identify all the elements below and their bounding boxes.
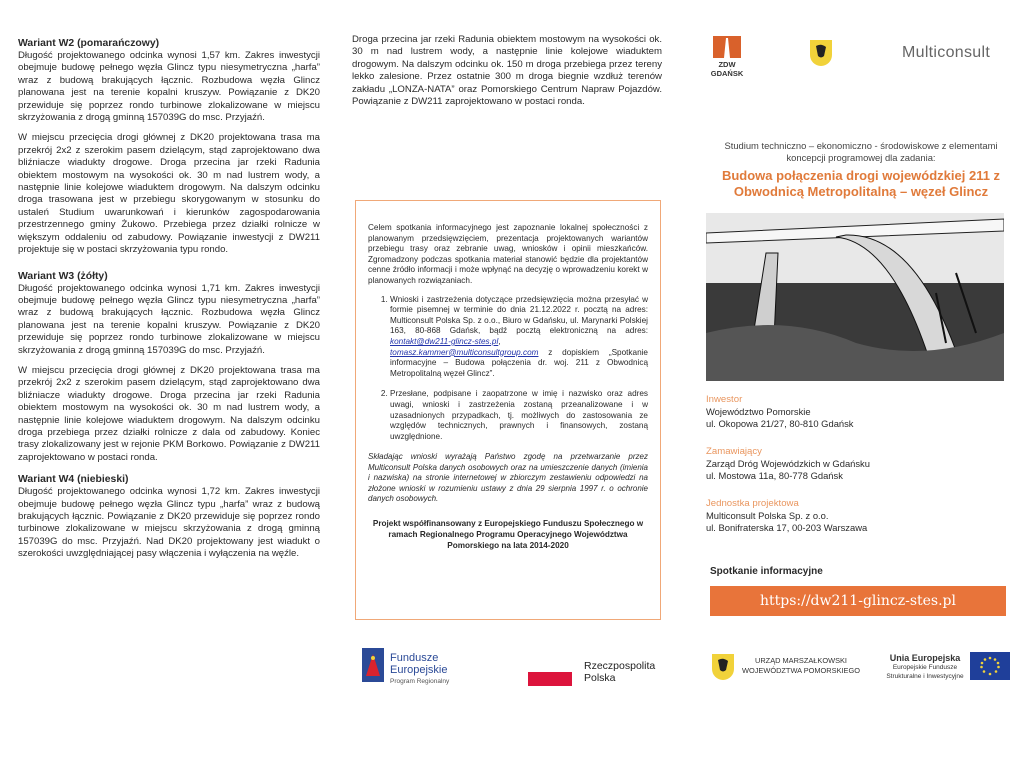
- marshal-office-line-2: WOJEWÓDZTWA POMORSKIEGO: [742, 666, 860, 675]
- investor-block: [706, 394, 854, 430]
- bridge-photo: [706, 213, 1004, 381]
- submission-rules: [368, 295, 648, 443]
- header-logos: [706, 36, 1016, 82]
- eu-logo-text: [880, 654, 970, 681]
- w2-heading: Wariant W2 (pomarańczowy): [18, 38, 160, 49]
- eu-line-1: Unia Europejska: [889, 653, 961, 663]
- rule-1: 1. Wnioski i zastrzeżenia dotyczące przedsięwzięcia można przesyłać w formie pisemnej w terminie do dnia 21.12.2022 r. pocztą na adres: Multiconsult Polska Sp. z o.o., Biuro w Gdańsku, ul. Marynarki Polskiej 163, 80-868 Gdańsk, bądź pocztą elektroniczną na adres: kontakt@dw211-glincz-stes.pl, tomasz.kammer@multiconsultgroup.com z dopiskiem „Spotkanie informacyjne – Budowa połączenia dr. woj. 211 z Obwodnicą Metropolitalną węzeł Glincz”.: [390, 295, 648, 380]
- w2-paragraph-1: Długość projektowanego odcinka wynosi 1,57 km. Zakres inwestycji obejmuje budowę pełnego węzła Glincz typu niesymetryczna „harfa” wraz z budową brakujących łącznic. Rozbudowa węzła Glincz planowana jest na terenie kopalni kruszyw. Powiązanie z DK20 przewiduje się poprzez rondo turbinowe zlokalizowane w miejscu skrzyżowania z drogą gminną 157039G do msc. Przyjaźń.: [18, 50, 320, 124]
- project-title: Budowa połączenia drogi wojewódzkiej 211 z Obwodnicą Metropolitalną – węzeł Glincz: [721, 168, 1001, 199]
- contact-email-link-2[interactable]: tomasz.kammer@multiconsultgroup.com: [390, 347, 539, 357]
- zdw-city: GDAŃSK: [710, 69, 744, 78]
- w3-heading: Wariant W3 (żółty): [18, 270, 108, 282]
- designer-label: Jednostka projektowa: [706, 498, 799, 509]
- eu-funds-line-3: Program Regionalny: [390, 678, 450, 685]
- cofunding-note: Projekt współfinansowany z Europejskiego Funduszu Społecznego w ramach Regionalnego Programu Operacyjnego Województwa Pomorskiego na lata 2014-2020: [372, 519, 644, 551]
- orderer-label: Zamawiający: [706, 446, 762, 457]
- marshal-office-line-1: URZĄD MARSZAŁKOWSKI: [755, 656, 847, 665]
- eu-flag-icon: [970, 652, 1010, 680]
- poland-line-1: Rzeczpospolita: [584, 660, 656, 672]
- study-description: Studium techniczno – ekonomiczno - środowiskowe z elementami koncepcji programowej dla zadania:: [724, 140, 998, 163]
- poland-line-2: Polska: [584, 672, 616, 684]
- investor-name: Województwo Pomorskie: [706, 406, 811, 417]
- rule-1-text-b: z dopiskiem „Spotkanie informacyjne – Budowa połączenia dr. woj. 211 z Obwodnicą Metropolitalną węzeł Glincz”.: [390, 347, 648, 378]
- w2-paragraph-2: W miejscu przecięcia drogi głównej z DK20 projektowana trasa ma przekrój 2x2 z szerokim pasem dzielącym, stąd zaprojektowano dwa bliźniacze wiadukty drogowe. Droga przecina jar rzeki Radunia obiektem mostowym na wysokości ok. 30 m nad lustrem wody, a następnie linie kolejowe wiaduktem drogowym. Na dalszym odcinku droga trasowana jest w przebiegu skorygowanym w stosunku do ustaleń Studium uwarunkowań i kierunków zagospodarowania przestrzennego gminy Żukowo. Przebiega przez działki rolnicze w większym oddaleniu od zabudowy. Powiązanie inwestycji z DW211 projektuje się w postaci skrzyżowania typu rondo.: [18, 132, 320, 256]
- route-continuation: Droga przecina jar rzeki Radunia obiektem mostowym na wysokości ok. 30 m nad lustrem wody, a następnie linie kolejowe wiaduktem drogowym. Na dalszym odcinku ok. 150 m droga przebiega przez tereny lekko zalesione. Przez ostatnie 300 m droga biegnie wzdłuż terenów zakładu „LONZA-NATA” oraz Pomorskiego Centrum Napraw Pojazdów. Powiązanie z DW211 zaprojektowano w postaci ronda.: [352, 34, 662, 108]
- meeting-info-box: [355, 200, 661, 620]
- gdpr-note: Składając wnioski wyrażają Państwo zgodę na przetwarzanie przez Multiconsult Polska danych osobowych oraz na umieszczenie danych (imienia i nazwiska) na stronie internetowej w zbiorczym zestawieniu odpowiedzi na złożone wnioski w rozumieniu ustawy z dnia 29 sierpnia 1997 r. o ochronie danych osobowych.: [368, 452, 648, 503]
- marshal-office-crest-icon: [712, 654, 734, 680]
- contact-email-link[interactable]: kontakt@dw211-glincz-stes.pl: [390, 336, 499, 346]
- designer-name: Multiconsult Polska Sp. z o.o.: [706, 510, 829, 521]
- w4-heading: Wariant W4 (niebieski): [18, 474, 129, 486]
- rule-2: 2. Przesłane, podpisane i zaopatrzone w imię i nazwisko oraz adres uwagi, wnioski i zastrzeżenia zostaną przeanalizowane i w uzasadnionych przypadkach, tj. możliwych do zastosowania ze względów technicznych, prawnych i finansowych, zostaną uwzględnione.: [390, 389, 648, 442]
- w3-paragraph-2: W miejscu przecięcia drogi głównej z DK20 projektowana trasa ma przekrój 2x2 z szerokim pasem dzielącym, stąd zaprojektowano dwa bliźniacze wiadukty drogowe. Droga przecina jar rzeki Radunia obiektem mostowym na wysokości ok. 30 m nad lustrem wody, a następnie linie kolejowe wiaduktem drogowym. Na dalszym odcinku droga przebiega przez działki rolnicze z dala od zabudowy. Koniec trasy zlokalizowany jest w rejonie PKM Borkowo. Powiązanie z DW211 zaprojektowano w postaci ronda.: [18, 364, 320, 463]
- eu-line-3: Strukturalne i Inwestycyjne: [886, 673, 964, 680]
- zdw-logo: [706, 36, 748, 80]
- meeting-purpose: Celem spotkania informacyjnego jest zapoznanie lokalnej społeczności z planowanym przedsięwzięciem, prezentacja projektowanych wariantów przebiegu trasy oraz zebranie uwag, wniosków i opinii mieszkańców. Zgromadzony podczas spotkania materiał stanowić będzie dla projektantów cenne źródło informacji i może wpłynąć na decyzję o wprowadzeniu korekt w planowanych rozwiązaniach.: [368, 223, 648, 285]
- eu-funds-flag-icon: [362, 648, 384, 682]
- multiconsult-logo: Multiconsult: [902, 44, 991, 61]
- orderer-address: ul. Mostowa 11a, 80-778 Gdańsk: [706, 470, 843, 481]
- eu-funds-line-1: Fundusze: [390, 652, 439, 664]
- zdw-label: ZDW: [718, 60, 736, 69]
- pomerania-crest-icon: [810, 40, 832, 66]
- orderer-block: [706, 446, 870, 482]
- website-link[interactable]: https://dw211-glincz-stes.pl: [710, 586, 1006, 616]
- poland-logo-text: [584, 660, 655, 684]
- investor-label: Inwestor: [706, 394, 743, 405]
- road-icon: [713, 36, 741, 58]
- left-panel: [18, 38, 320, 762]
- designer-address: ul. Bonifraterska 17, 00-203 Warszawa: [706, 522, 868, 533]
- w4-paragraph-1: Długość projektowanego odcinka wynosi 1,72 km. Zakres inwestycji obejmuje budowę pełnego węzła Glincz typu „harfa” wraz z budową brakujących łącznic. Powiązanie z DK20 przewiduje się poprzez rondo turbinowe zlokalizowane w miejscu skrzyżowania z drogą gminną 157039G do msc. Przyjaźń. Nad DK20 projektowany jest wiadukt o szerokości uwzględniającej pasy włączenia i wyłączenia na węźle.: [18, 486, 320, 560]
- eu-line-2: Europejskie Fundusze: [892, 664, 958, 671]
- w3-paragraph-1: Długość projektowanego odcinka wynosi 1,71 km. Zakres inwestycji obejmuje budowę pełnego węzła Glincz typu niesymetryczna „harfa” wraz z budową brakujących łącznic. Rozbudowa węzła Glincz planowana jest na terenie kopalni kruszyw. Powiązanie z DK20 przewiduje się poprzez rondo turbinowe zlokalizowane w miejscu skrzyżowania z drogą gminną 157039G do msc. Przyjaźń.: [18, 282, 320, 356]
- investor-address: ul. Okopowa 21/27, 80-810 Gdańsk: [706, 418, 854, 429]
- meeting-heading: Spotkanie informacyjne: [710, 566, 823, 577]
- poland-flag-icon: [528, 658, 572, 686]
- rule-1-text-a: Wnioski i zastrzeżenia dotyczące przedsięwzięcia można przesyłać w formie pisemnej w terminie do dnia 21.12.2022 r. pocztą na adres: Multiconsult Polska Sp. z o.o., Biuro w Gdańsku, ul. Marynarki Polskiej 163, 80-868 Gdańsk, bądź pocztą elektroniczną na adres:: [390, 294, 648, 336]
- eu-funds-line-2: Europejskie: [390, 664, 448, 676]
- orderer-name: Zarząd Dróg Wojewódzkich w Gdańsku: [706, 458, 870, 469]
- marshal-office-logo: [742, 656, 860, 676]
- designer-block: [706, 498, 867, 534]
